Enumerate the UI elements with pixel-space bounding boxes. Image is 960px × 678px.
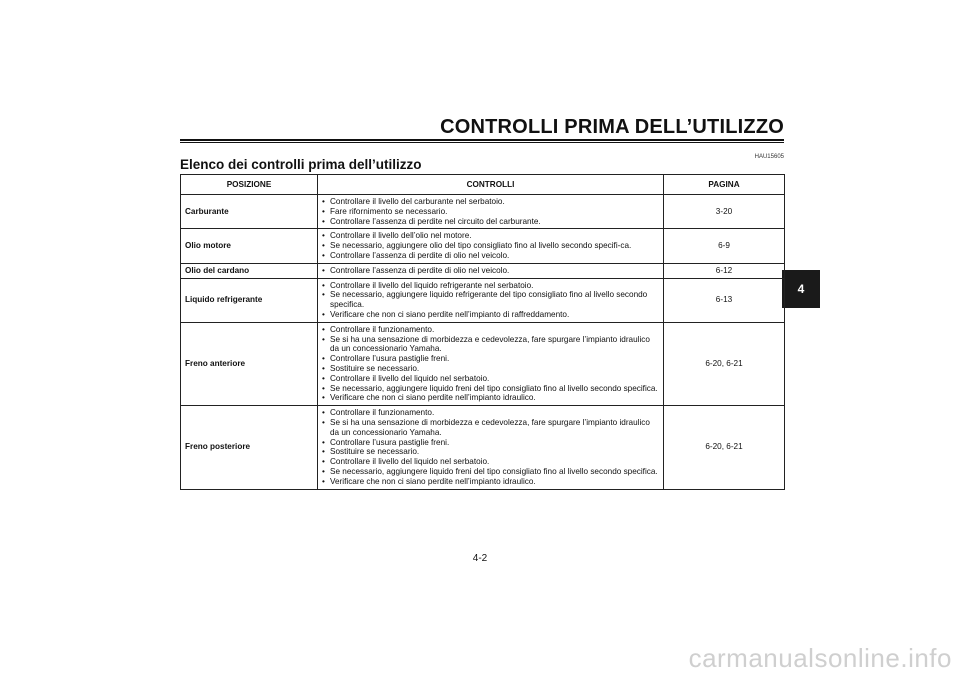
section-title: Elenco dei controlli prima dell’utilizzo <box>180 157 422 172</box>
check-item: • Controllare il livello del liquido nel serbatoio. <box>321 457 660 467</box>
row-position: Olio motore <box>181 229 318 263</box>
document-code: HAU15605 <box>754 154 784 160</box>
row-position: Carburante <box>181 195 318 229</box>
check-item: • Se necessario, aggiungere liquido freni del tipo consigliato fino al livello secondo specifica. <box>321 384 660 394</box>
check-item: • Fare rifornimento se necessario. <box>321 207 660 217</box>
check-item: • Verificare che non ci siano perdite nell’impianto idraulico. <box>321 393 660 403</box>
check-item: • Se necessario, aggiungere liquido freni del tipo consigliato fino al livello secondo specifica. <box>321 467 660 477</box>
row-page: 6-12 <box>664 263 785 278</box>
check-item: • Controllare l’usura pastiglie freni. <box>321 438 660 448</box>
row-position: Olio del cardano <box>181 263 318 278</box>
table-row <box>181 263 785 278</box>
check-item: • Sostituire se necessario. <box>321 364 660 374</box>
table-row <box>181 406 785 489</box>
row-checks <box>318 229 664 263</box>
checks-list <box>321 266 660 276</box>
check-item: • Controllare il funzionamento. <box>321 408 660 418</box>
row-page: 6-13 <box>664 278 785 322</box>
table-row <box>181 278 785 322</box>
check-item: • Se si ha una sensazione di morbidezza e cedevolezza, fare spurgare l’impianto idraulico da un concessionario Yamaha. <box>321 418 660 438</box>
checks-list <box>321 197 660 226</box>
table-body <box>181 195 785 490</box>
row-page: 6-9 <box>664 229 785 263</box>
check-item: • Se necessario, aggiungere liquido refrigerante del tipo consigliato fino al livello secondo specifica. <box>321 290 660 310</box>
row-checks <box>318 278 664 322</box>
table-header-row <box>181 175 785 195</box>
row-checks <box>318 322 664 405</box>
check-item: • Controllare l’assenza di perdite nel circuito del carburante. <box>321 217 660 227</box>
check-item: • Controllare il funzionamento. <box>321 325 660 335</box>
page-number: 4-2 <box>472 553 488 564</box>
check-item: • Se necessario, aggiungere olio del tipo consigliato fino al livello secondo specifi-ca. <box>321 241 660 251</box>
check-item: • Controllare il livello dell’olio nel motore. <box>321 231 660 241</box>
row-checks <box>318 263 664 278</box>
table-row <box>181 229 785 263</box>
check-item: • Verificare che non ci siano perdite nell’impianto di raffreddamento. <box>321 310 660 320</box>
table-row <box>181 322 785 405</box>
check-item: • Verificare che non ci siano perdite nell’impianto idraulico. <box>321 477 660 487</box>
row-page: 6-20, 6-21 <box>664 406 785 489</box>
column-header-checks: CONTROLLI <box>318 175 664 195</box>
table-row <box>181 195 785 229</box>
column-header-position: POSIZIONE <box>181 175 318 195</box>
row-page: 3-20 <box>664 195 785 229</box>
check-item: • Sostituire se necessario. <box>321 447 660 457</box>
check-item: • Controllare il livello del liquido refrigerante nel serbatoio. <box>321 281 660 291</box>
row-page: 6-20, 6-21 <box>664 322 785 405</box>
chapter-tab: 4 <box>782 270 820 308</box>
row-checks <box>318 195 664 229</box>
checks-list <box>321 231 660 260</box>
checks-list <box>321 408 660 486</box>
row-checks <box>318 406 664 489</box>
row-position: Freno anteriore <box>181 322 318 405</box>
checks-list <box>321 325 660 403</box>
check-item: • Controllare l’usura pastiglie freni. <box>321 354 660 364</box>
check-item: • Controllare l’assenza di perdite di olio nel veicolo. <box>321 266 660 276</box>
check-item: • Se si ha una sensazione di morbidezza e cedevolezza, fare spurgare l’impianto idraulico da un concessionario Yamaha. <box>321 335 660 355</box>
row-position: Freno posteriore <box>181 406 318 489</box>
checklist-table <box>180 174 785 490</box>
checks-list <box>321 281 660 320</box>
check-item: • Controllare l’assenza di perdite di olio nel veicolo. <box>321 251 660 261</box>
page-header-title: CONTROLLI PRIMA DELL’UTILIZZO <box>440 116 784 138</box>
watermark: carmanualsonline.info <box>688 643 952 673</box>
check-item: • Controllare il livello del liquido nel serbatoio. <box>321 374 660 384</box>
check-item: • Controllare il livello del carburante nel serbatoio. <box>321 197 660 207</box>
column-header-page: PAGINA <box>664 175 785 195</box>
header-rule <box>180 139 784 143</box>
row-position: Liquido refrigerante <box>181 278 318 322</box>
